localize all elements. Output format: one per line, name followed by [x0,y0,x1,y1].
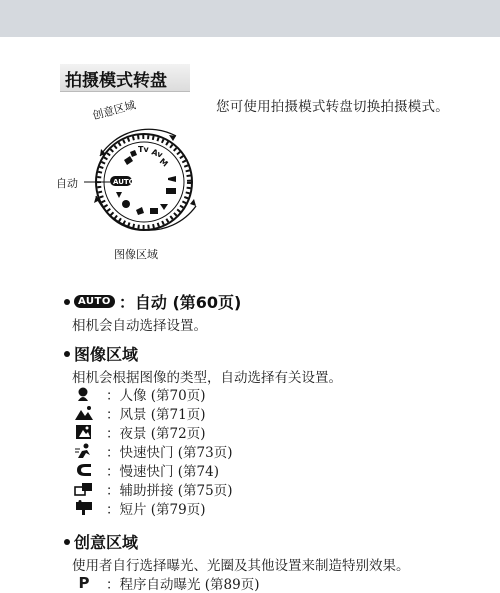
creative-zone-heading-text: 创意区域 [74,533,139,552]
bullet-dot [64,351,70,357]
creative-zone-heading [64,530,138,553]
mode-row-night-scene [74,423,206,441]
top-bar [0,0,500,37]
mode-text: ：快速快门 (第73页) [106,445,233,461]
auto-heading-text: ：自动 (第60页) [118,293,242,312]
auto-heading [64,290,241,313]
portrait-icon [74,386,94,402]
svg-text:M: M [157,156,170,169]
mode-dial-illustration [56,96,206,266]
stitch-assist-icon [74,481,94,497]
mode-row-slow-shutter [74,461,219,479]
fast-shutter-icon [74,443,94,459]
landscape-icon [74,405,94,421]
night-scene-icon [74,424,94,440]
dial-label-auto: 自动 [56,177,78,190]
mode-row-stitch-assist [74,480,233,498]
mode-row-portrait [74,385,206,403]
mode-row-program [74,574,260,592]
section-header [60,64,190,92]
slow-shutter-icon [74,462,94,478]
section-title: 拍摄模式转盘 [65,71,167,91]
program-mode-icon: P [78,574,90,592]
dial-label-creative-zone: 创意区域 [91,98,138,123]
mode-dial-svg [56,96,206,266]
creative-zone-description: 使用者自行选择曝光、光圈及其他设置来制造特别效果。 [72,558,410,574]
intro-text: 您可使用拍摄模式转盘切换拍摄模式。 [216,99,449,115]
mode-text: ：慢速快门 (第74) [106,464,220,480]
mode-text: ：辅助拼接 (第75页) [106,483,233,499]
mode-text: ：夜景 (第72页) [106,426,206,442]
image-zone-description: 相机会根据图像的类型，自动选择有关设置。 [72,370,342,386]
svg-text:Tv: Tv [138,145,149,154]
dial-auto-badge: AUTO [113,178,135,186]
auto-mode-icon: AUTO [74,295,115,308]
image-zone-heading-text: 图像区域 [74,345,139,364]
auto-description: 相机会自动选择设置。 [72,318,207,334]
mode-row-fast-shutter [74,442,233,460]
mode-text: ：风景 (第71页) [106,407,206,423]
bullet-dot [64,299,70,305]
svg-text:Av: Av [150,147,164,160]
dial-label-image-zone: 图像区域 [114,248,158,261]
mode-text: ：人像 (第70页) [106,388,206,404]
mode-text: ：短片 (第79页) [106,502,206,518]
movie-icon [74,500,94,516]
mode-row-movie [74,499,206,517]
bullet-dot [64,539,70,545]
mode-text: ：程序自动曝光 (第89页) [106,577,260,593]
mode-row-landscape [74,404,206,422]
image-zone-heading [64,342,138,365]
